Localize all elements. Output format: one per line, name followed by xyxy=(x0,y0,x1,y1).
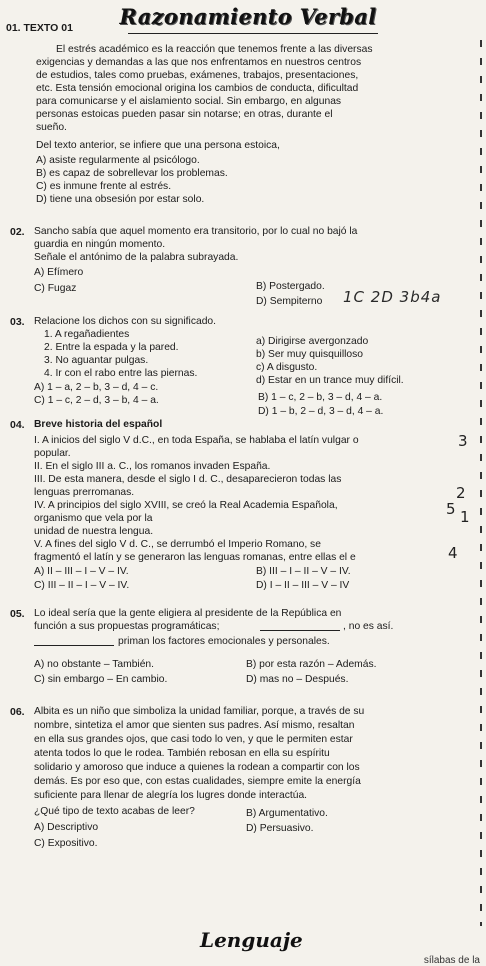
q3-left-item: 4. Ir con el rabo entre las piernas. xyxy=(44,368,198,379)
question-2-head: 02. xyxy=(10,226,25,238)
handwritten-mark: 1 xyxy=(460,508,470,526)
q4-option-d: D) I – II – III – V – IV xyxy=(256,580,350,591)
footer-title: Lenguaje xyxy=(200,928,303,952)
q6-question: ¿Qué tipo de texto acabas de leer? xyxy=(34,806,195,817)
q6-line: nombre, sintetiza el amor que sienten sus padres. Así mismo, resaltan xyxy=(34,720,355,731)
q4-line: II. En el siglo III a. C., los romanos invaden España. xyxy=(34,461,271,472)
q5-option-a: A) no obstante – También. xyxy=(34,659,155,670)
q4-line: V. A fines del siglo V d. C., se derrumbó el Imperio Romano, se xyxy=(34,539,321,550)
question-1-head: 01. TEXTO 01 xyxy=(6,22,73,34)
q4-line: organismo que vela por la xyxy=(34,513,153,524)
q6-line: solidario y amoroso que induce a quienes la rodean a compartir con los xyxy=(34,762,360,773)
q2-option-c: C) Fugaz xyxy=(34,283,77,294)
q1-line: personas estoicas pueden pasar sin notarse; en otras, durante el xyxy=(36,109,333,120)
q4-line: III. De esta manera, desde el siglo I d. C., desaparecieron todas las xyxy=(34,474,342,485)
q3-left-item: 1. A regañadientes xyxy=(44,329,130,340)
q3-left-item: 3. No aguantar pulgas. xyxy=(44,355,149,366)
question-3-head: 03. xyxy=(10,316,25,328)
q5-blank-1 xyxy=(260,621,340,636)
q3-left-item: 2. Entre la espada y la pared. xyxy=(44,342,179,353)
q2-option-b: B) Postergado. xyxy=(256,281,325,292)
handwritten-answers: 1C 2D 3b4a xyxy=(343,288,442,306)
q4-intro: Breve historia del español xyxy=(34,419,163,430)
question-4-head: 04. xyxy=(10,419,25,431)
q1-line: El estrés académico es la reacción que tenemos frente a las diversas xyxy=(56,44,373,55)
q3-option-a: A) 1 – a, 2 – b, 3 – d, 4 – c. xyxy=(34,382,159,393)
q1-question: Del texto anterior, se infiere que una persona estoica, xyxy=(36,140,280,151)
q4-line: I. A inicios del siglo V d.C., en toda España, se hablaba el latín vulgar o xyxy=(34,435,359,446)
question-5-head: 05. xyxy=(10,608,25,620)
q4-line: fragmentó el latín y se generaron las lenguas romanas, entre ellas el e xyxy=(34,552,356,563)
q6-option-b: B) Argumentativo. xyxy=(246,808,328,819)
q6-line: Albita es un niño que simboliza la unidad familiar, porque, a través de su xyxy=(34,706,365,717)
q4-option-c: C) III – II – I – V – IV. xyxy=(34,580,130,591)
q5-option-c: C) sin embargo – En cambio. xyxy=(34,674,168,685)
q2-line: guardia en ningún momento. xyxy=(34,239,166,250)
handwritten-mark: 5 xyxy=(446,500,456,518)
q3-right-item: d) Estar en un trance muy difícil. xyxy=(256,375,404,386)
q4-line: popular. xyxy=(34,448,71,459)
q6-option-c: C) Expositivo. xyxy=(34,838,98,849)
q3-option-c: C) 1 – c, 2 – d, 3 – b, 4 – a. xyxy=(34,395,159,406)
q2-option-d: D) Sempiterno xyxy=(256,296,323,307)
q6-line: suficiente para llenar de alegría los lugres donde interactúa. xyxy=(34,790,308,801)
q2-line: Señale el antónimo de la palabra subrayada. xyxy=(34,252,239,263)
q4-option-a: A) II – III – I – V – IV. xyxy=(34,566,129,577)
q5-line: priman los factores emocionales y personales. xyxy=(118,636,330,647)
question-6-head: 06. xyxy=(10,706,25,718)
q3-right-item: a) Dirigirse avergonzado xyxy=(256,336,369,347)
q5-line: , no es así. xyxy=(343,621,394,632)
q1-line: para comunicarse y el aislamiento social. Sin embargo, en algunas xyxy=(36,96,342,107)
q3-intro: Relacione los dichos con su significado. xyxy=(34,316,217,327)
q5-option-b: B) por esta razón – Además. xyxy=(246,659,377,670)
page-title: Razonamiento Verbal xyxy=(119,4,377,29)
q4-line: lenguas prerromanas. xyxy=(34,487,135,498)
handwritten-mark: 2 xyxy=(456,484,466,502)
q2-line: Sancho sabía que aquel momento era transitorio, por lo cual no bajó la xyxy=(34,226,358,237)
q3-right-item: b) Ser muy quisquilloso xyxy=(256,349,364,360)
q5-line: función a sus propuestas programáticas; xyxy=(34,621,220,632)
q6-line: demás. Es por eso que, con estas cualidades, siempre emite la energía xyxy=(34,776,361,787)
q3-right-item: c) A disgusto. xyxy=(256,362,318,373)
q1-line: sueño. xyxy=(36,122,67,133)
title-underline xyxy=(128,33,378,34)
q4-line: IV. A principios del siglo XVIII, se creó la Real Academia Española, xyxy=(34,500,338,511)
q2-option-a: A) Efímero xyxy=(34,267,84,278)
q1-line: exigencias y demandas a las que nos enfrentamos en nuestros centros xyxy=(36,57,362,68)
q6-option-a: A) Descriptivo xyxy=(34,822,99,833)
q1-line: etc. Esta tensión emocional origina los cambios de conducta, dificultad xyxy=(36,83,359,94)
q3-option-b: B) 1 – c, 2 – b, 3 – d, 4 – a. xyxy=(258,392,383,403)
page-margin-dashes xyxy=(480,40,482,926)
q6-option-d: D) Persuasivo. xyxy=(246,823,314,834)
q6-line: atenta todos lo que le rodea. También rebosan en ella su espíritu xyxy=(34,748,330,759)
q5-blank-2 xyxy=(34,636,114,651)
q4-option-b: B) III – I – II – V – IV. xyxy=(256,566,351,577)
q5-line: Lo ideal sería que la gente eligiera al presidente de la República en xyxy=(34,608,342,619)
handwritten-mark: 3 xyxy=(458,432,468,450)
q1-option-b: B) es capaz de sobrellevar los problemas. xyxy=(36,168,228,179)
q4-line: unidad de nuestra lengua. xyxy=(34,526,154,537)
q3-option-d: D) 1 – b, 2 – d, 3 – d, 4 – a. xyxy=(258,406,384,417)
q6-line: en ella sus grandes ojos, que casi todo lo ven, y que le permiten estar xyxy=(34,734,353,745)
q1-line: de estudios, tales como pruebas, exámenes, trabajos, presentaciones, xyxy=(36,70,359,81)
q5-option-d: D) mas no – Después. xyxy=(246,674,349,685)
q1-option-d: D) tiene una obsesión por estar solo. xyxy=(36,194,205,205)
q1-option-a: A) asiste regularmente al psicólogo. xyxy=(36,155,200,166)
corner-text: sílabas de la xyxy=(423,955,480,966)
handwritten-mark: 4 xyxy=(448,544,458,562)
q1-option-c: C) es inmune frente al estrés. xyxy=(36,181,172,192)
